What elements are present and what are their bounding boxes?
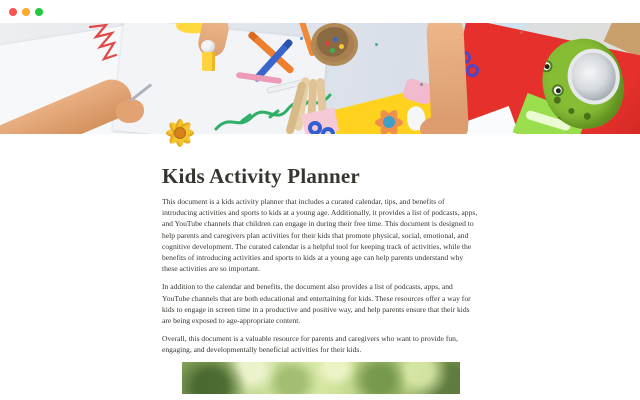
cover-image [0, 23, 640, 134]
push-pin [325, 41, 330, 46]
minimize-button[interactable] [22, 8, 30, 16]
foliage-photo-blur [182, 362, 460, 394]
page-icon-sunflower [165, 118, 195, 148]
blue-scissors [321, 127, 335, 134]
confetti-dot [375, 43, 378, 46]
confetti-dot [520, 31, 523, 34]
frog-pupil [555, 88, 561, 94]
paragraph: This document is a kids activity planner that includes a curated calendar, tips, and benefits of introducing activities and sports to kids at a young age. Additionally, it provides a list of podcasts, apps, and YouTube channels that children can engage in during their free time. This document is designed to help parents and caregivers plan activities for their kids that promote physical, social, emotional, and cognitive development. The curated calendar is a helpful tool for keeping track of activities, while the benefits of introducing activities and sports to kids at a young age can help parents understand why these activities are so important. [162, 197, 478, 274]
document-body [162, 164, 479, 394]
child-hand [116, 99, 144, 123]
paragraph: Overall, this document is a valuable resource for parents and caregivers who want to provide fun, engaging, and developmentally beneficial activities for their kids. [162, 334, 458, 355]
frog-spot [553, 96, 561, 104]
frog-spot [568, 107, 575, 114]
frog-spot [555, 116, 561, 122]
frog-eye [551, 83, 565, 97]
foliage-photo [182, 362, 460, 394]
maximize-button[interactable] [35, 8, 43, 16]
flower-center [174, 127, 186, 139]
close-button[interactable] [9, 8, 17, 16]
flower-center [383, 116, 395, 128]
purple-scissors [466, 64, 479, 77]
paragraph: In addition to the calendar and benefits, the document also provides a list of podcasts, apps, and YouTube channels that are both educational and entertaining for kids. These resources offer a way for kids to engage in screen time in a productive and positive way, and help parents ensure that their kids are being exposed to age-appropriate content. [162, 282, 471, 326]
page-title: Kids Activity Planner [162, 164, 360, 188]
red-crayon-drawing [86, 23, 122, 67]
blue-scissors [308, 121, 322, 134]
frog-spot [583, 112, 591, 120]
push-pin [333, 37, 338, 42]
confetti-dot [420, 83, 423, 86]
confetti-dot [300, 37, 303, 40]
push-pin [330, 48, 335, 53]
frog-eye [539, 59, 553, 73]
wooden-pin-bowl [311, 23, 358, 66]
glue-stick [202, 52, 215, 71]
paper-flower-craft [366, 107, 412, 134]
window-titlebar [0, 0, 640, 23]
frog-pupil [544, 64, 550, 70]
push-pin [339, 44, 344, 49]
